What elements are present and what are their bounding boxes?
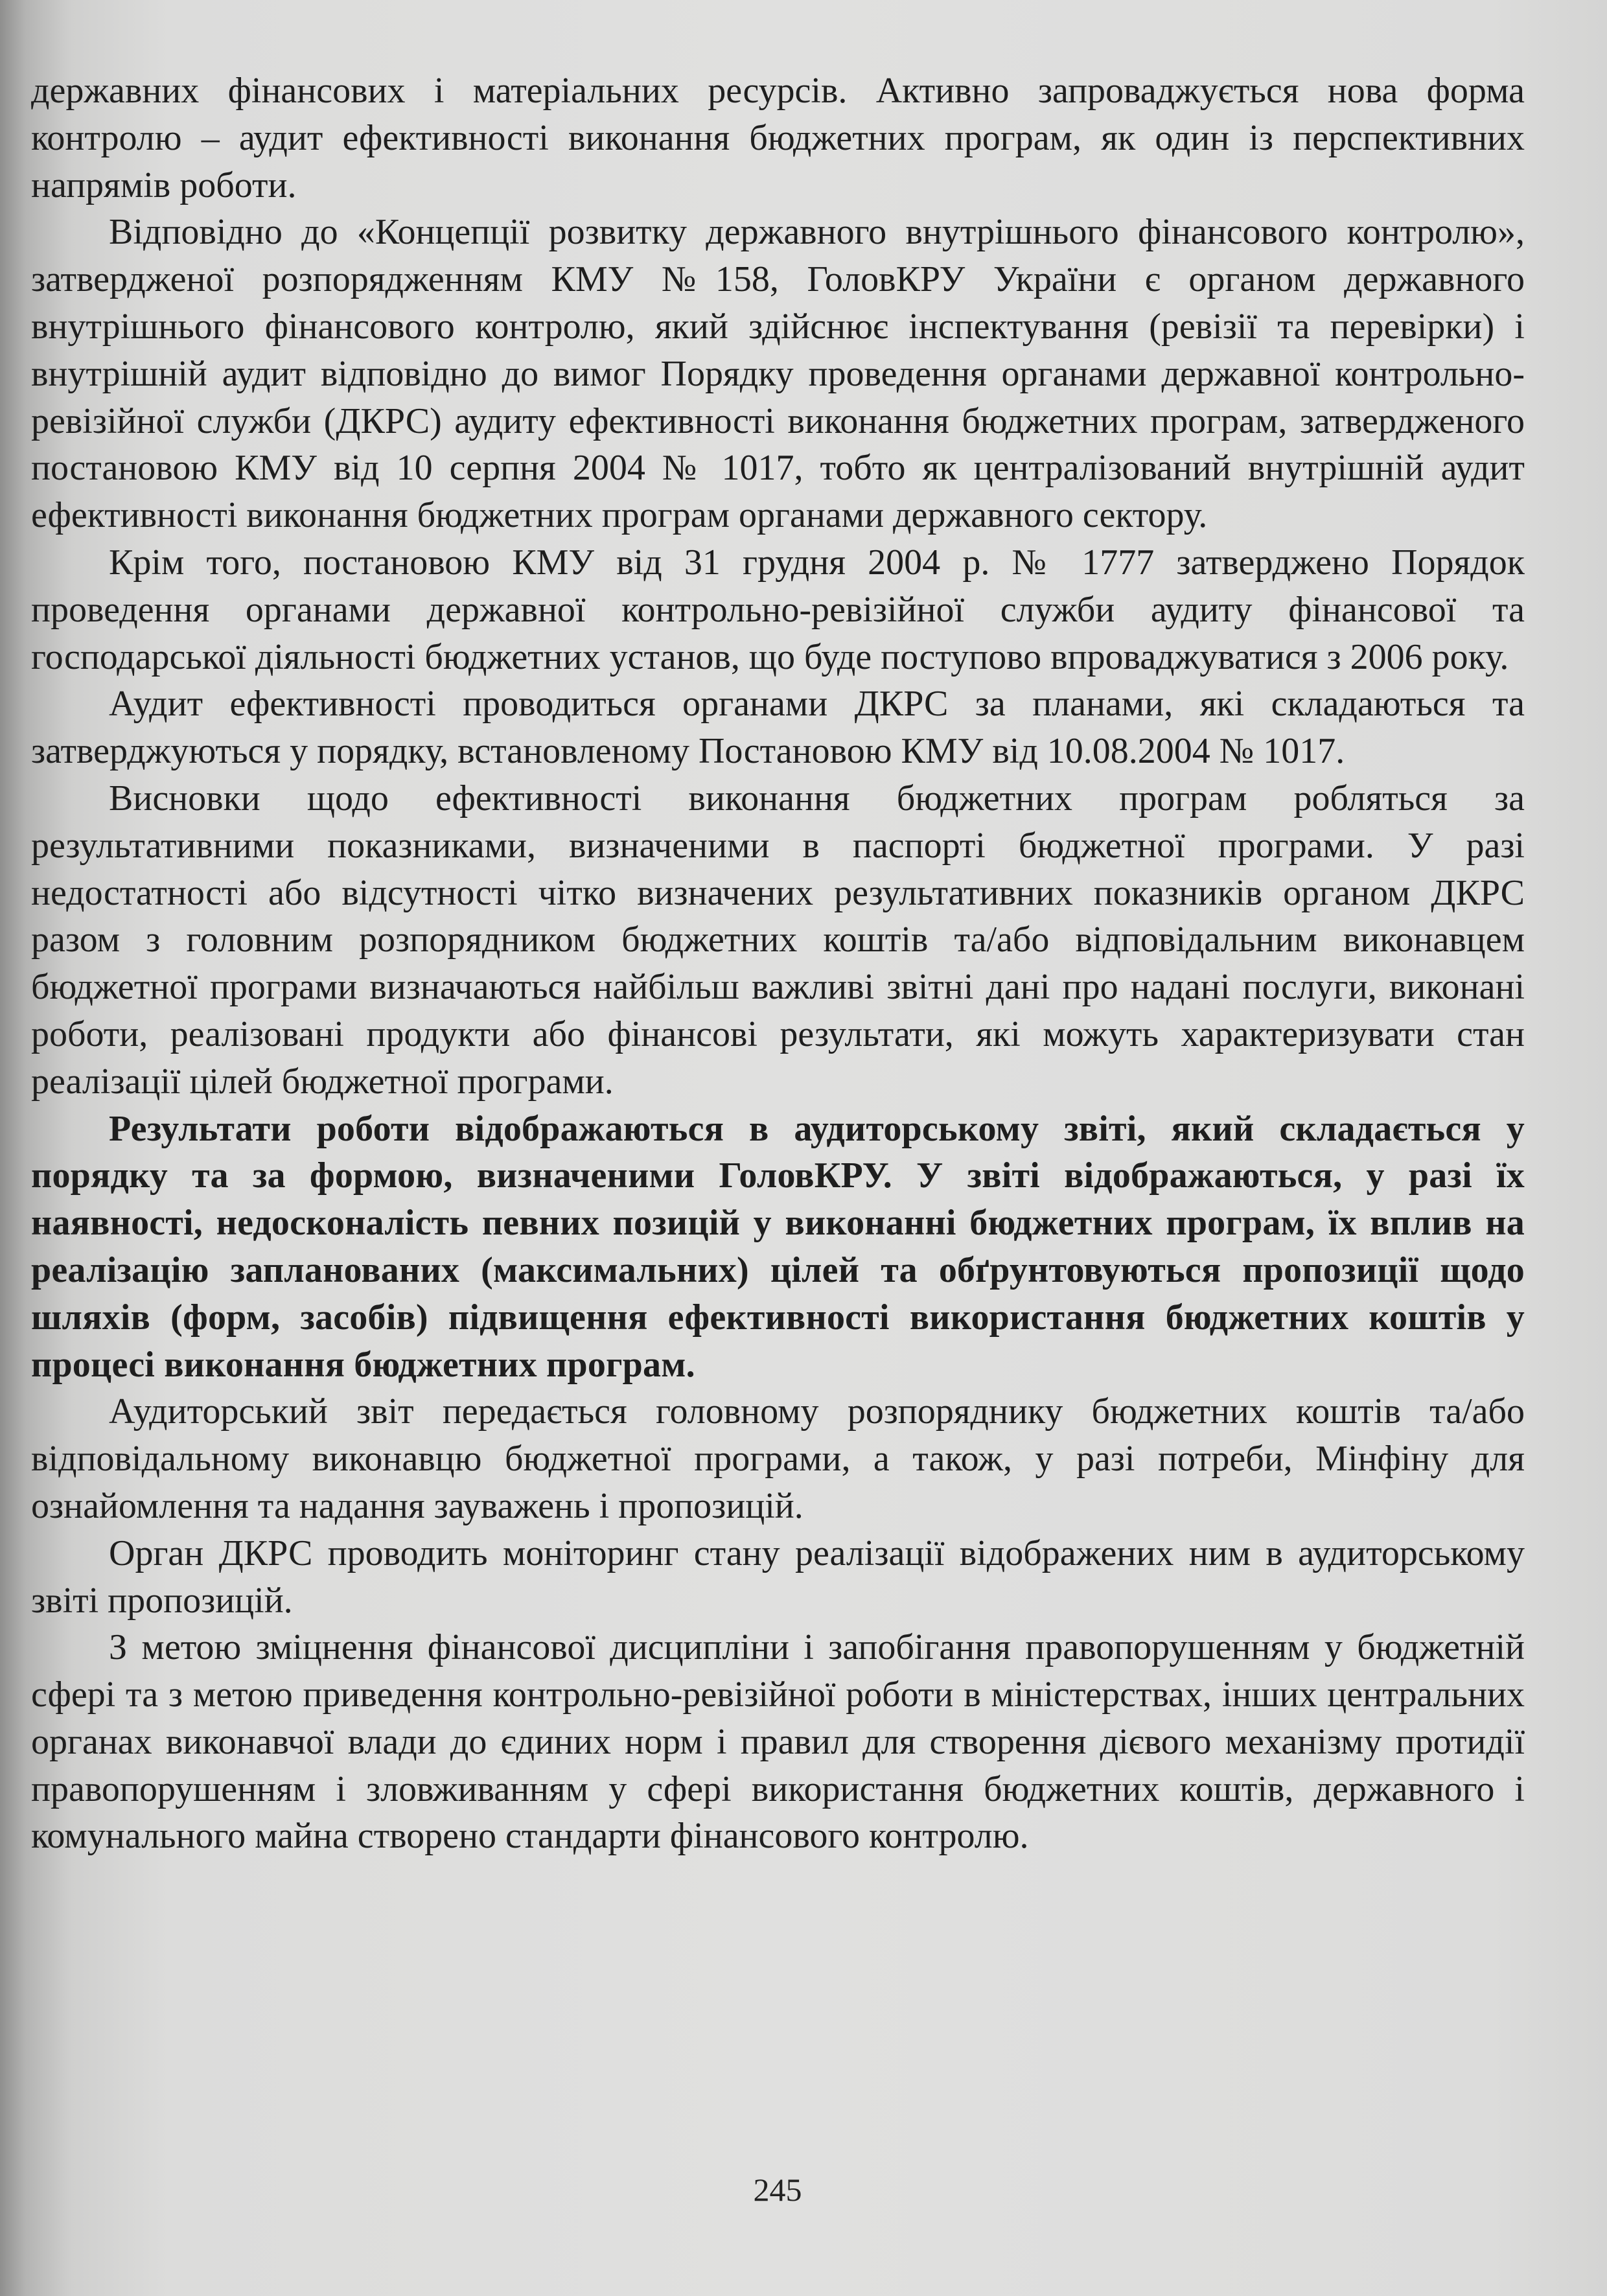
paragraph-8: Орган ДКРС проводить моніторинг стану реалізації відображених ним в аудиторському звіті пропозицій. bbox=[31, 1533, 1525, 1621]
page-number: 245 bbox=[753, 2172, 802, 2208]
body-text bbox=[31, 67, 1525, 1860]
paragraph-6-bold: Результати роботи відображаються в аудиторському звіті, який складається у порядку та за формою, визначеними ГоловКРУ. У звіті відображаються, у разі їх наявності, недосконалість певних позицій у виконанні бюджетних програм, їх вплив на реалізацію запланованих (максимальних) цілей та обґрунтовуються пропозиції щодо шляхів (форм, засобів) підвищення ефективності використання бюджетних коштів у процесі виконання бюджетних програм. bbox=[31, 1108, 1525, 1385]
paragraph-4: Аудит ефективності проводиться органами ДКРС за планами, які складаються та затверджуються у порядку, встановленому Постановою КМУ від 10.08.2004 № 1017. bbox=[31, 684, 1525, 772]
paragraph-9: З метою зміцнення фінансової дисципліни і запобігання правопорушенням у бюджетній сфері та з метою приведення контрольно-ревізійної роботи в міністерствах, інших центральних органах виконавчої влади до єдиних норм і правил для створення дієвого механізму протидії правопорушенням і зловживанням у сфері використання бюджетних коштів, державного і комунального майна створено стандарти фінансового контролю. bbox=[31, 1627, 1525, 1857]
paragraph-1: державних фінансових і матеріальних ресурсів. Активно запроваджується нова форма контролю – аудит ефективності виконання бюджетних програм, як один із перспективних напрямів роботи. bbox=[31, 71, 1525, 205]
paragraph-2: Відповідно до «Концепції розвитку державного внутрішнього фінансового контролю», затвердженої розпорядженням КМУ №158, ГоловКРУ України є органом державного внутрішнього фінансового контролю, який здійснює інспектування (ревізії та перевірки) і внутрішній аудит відповідно до вимог Порядку проведення органами державної контрольно-ревізійної служби (ДКРС) аудиту ефективності виконання бюджетних програм, затвердженого постановою КМУ від 10 серпня 2004 № 1017, тобто як централізований внутрішній аудит ефективності виконання бюджетних програм органами державного сектору. bbox=[31, 212, 1525, 536]
paragraph-5: Висновки щодо ефективності виконання бюджетних програм робляться за результативними показниками, визначеними в паспорті бюджетної програми. У разі недостатності або відсутності чітко визначених результативних показників органом ДКРС разом з головним розпорядником бюджетних коштів та/або відповідальним виконавцем бюджетної програми визначаються найбільш важливі звітні дані про надані послуги, виконані роботи, реалізовані продукти або фінансові результати, які можуть характеризувати стан реалізації цілей бюджетної програми. bbox=[31, 778, 1525, 1102]
paragraph-3: Крім того, постановою КМУ від 31 грудня 2004 р. № 1777 затверджено Порядок проведення органами державної контрольно-ревізійної служби аудиту фінансової та господарської діяльності бюджетних установ, що буде поступово впроваджуватися з 2006 року. bbox=[31, 542, 1525, 677]
paragraph-7: Аудиторський звіт передається головному розпоряднику бюджетних коштів та/або відповідальному виконавцю бюджетної програми, а також, у разі потреби, Мінфіну для ознайомлення та надання зауважень і пропозицій. bbox=[31, 1391, 1525, 1526]
